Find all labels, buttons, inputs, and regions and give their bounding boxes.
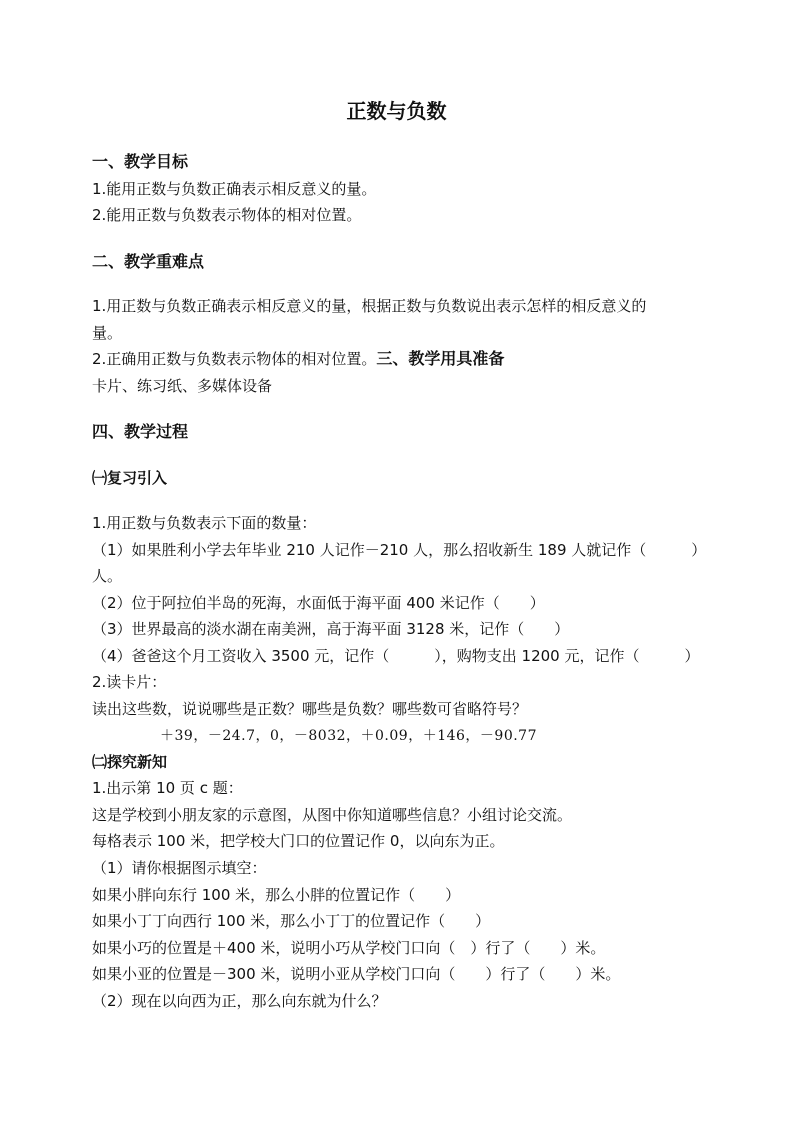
document-title: 正数与负数 xyxy=(346,99,447,123)
review-question-2: 2.读卡片： xyxy=(92,673,167,691)
tools-list: 卡片、练习纸、多媒体设备 xyxy=(92,377,273,395)
review-q2-text: 读出这些数，说说哪些是正数？哪些是负数？哪些数可省略符号？ xyxy=(92,700,528,718)
explore-line-2: 这是学校到小朋友家的示意图，从图中你知道哪些信息？小组讨论交流。 xyxy=(92,806,573,824)
explore-line-6: 如果小丁丁向西行 100 米，那么小丁丁的位置记作（ ） xyxy=(92,912,491,930)
review-q1-item-4: （4）爸爸这个月工资收入 3500 元，记作（ ），购物支出 1200 元，记作（ ） xyxy=(92,647,700,665)
review-q1-item-2: （2）位于阿拉伯半岛的死海，水面低于海平面 400 米记作（ ） xyxy=(92,594,545,612)
key-point-2-line xyxy=(92,349,504,369)
section-heading-objectives: 一、教学目标 xyxy=(92,152,189,171)
explore-line-5: 如果小胖向东行 100 米，那么小胖的位置记作（ ） xyxy=(92,886,461,904)
section-heading-tools: 三、教学用具准备 xyxy=(376,349,505,368)
subheading-review: ㈠复习引入 xyxy=(92,469,168,487)
explore-line-3: 每格表示 100 米，把学校大门口的位置记作 0，以向东为正。 xyxy=(92,832,505,850)
objective-item-1: 1.能用正数与负数正确表示相反意义的量。 xyxy=(92,180,377,198)
review-q1-item-1b: 人。 xyxy=(92,567,123,585)
key-point-2: 2.正确用正数与负数表示物体的相对位置。 xyxy=(92,350,377,368)
section-heading-key-points: 二、教学重难点 xyxy=(92,252,205,271)
number-cards: ＋39，－24.7，0，－8032，＋0.09，＋146，－90.77 xyxy=(160,728,537,744)
review-q1-item-3: （3）世界最高的淡水湖在南美洲，高于海平面 3128 米，记作（ ） xyxy=(92,620,570,638)
explore-line-9: （2）现在以向西为正，那么向东就为什么？ xyxy=(92,992,387,1010)
explore-line-8: 如果小亚的位置是－300 米，说明小亚从学校门口向（ ）行了（ ）米。 xyxy=(92,965,621,983)
subheading-explore: ㈡探究新知 xyxy=(92,753,168,771)
objective-item-2: 2.能用正数与负数表示物体的相对位置。 xyxy=(92,206,362,224)
explore-line-4: （1）请你根据图示填空： xyxy=(92,859,267,877)
key-point-1-line1: 1.用正数与负数正确表示相反意义的量，根据正数与负数说出表示怎样的相反意义的 xyxy=(92,297,647,315)
review-q1-item-1a: （1）如果胜利小学去年毕业 210 人记作－210 人，那么招收新生 189 人就记作（ ） xyxy=(92,541,707,559)
section-heading-process: 四、教学过程 xyxy=(92,422,189,441)
review-question-1: 1.用正数与负数表示下面的数量： xyxy=(92,514,317,532)
explore-line-1: 1.出示第 10 页 c 题： xyxy=(92,779,243,797)
key-point-1-line2: 量。 xyxy=(92,324,123,342)
explore-line-7: 如果小巧的位置是＋400 米，说明小巧从学校门口向（ ）行了（ ）米。 xyxy=(92,939,606,957)
